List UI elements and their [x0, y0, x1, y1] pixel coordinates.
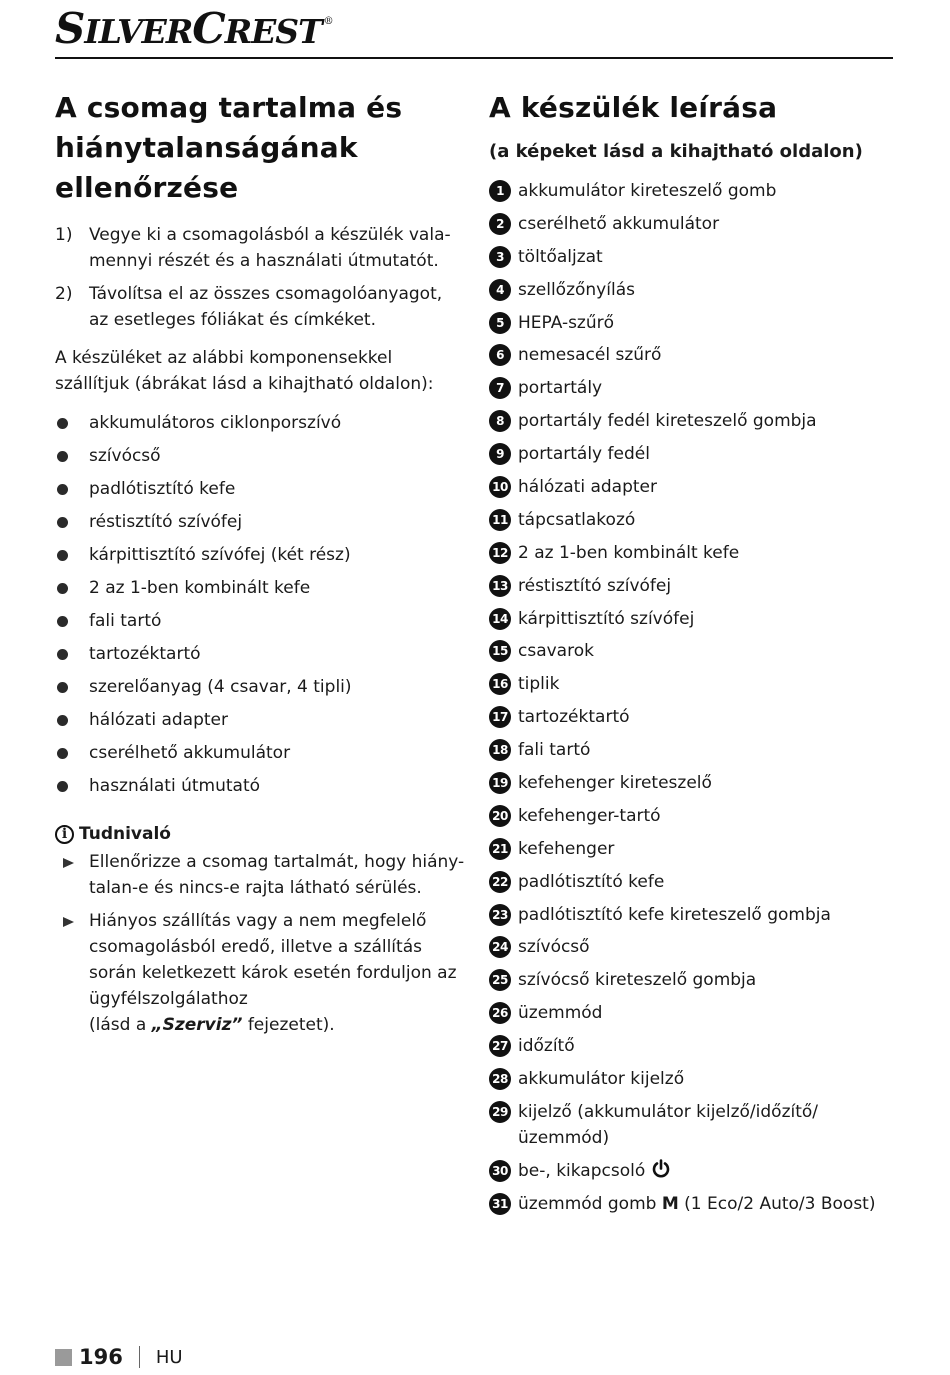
part-item: 11 tápcsatlakozó — [489, 507, 899, 533]
part-item: 16 tiplik — [489, 671, 899, 697]
bullet-icon — [57, 682, 68, 693]
left-column — [55, 88, 465, 1045]
note-heading: i Tudnivaló — [55, 821, 465, 847]
part-number-badge: 23 — [489, 904, 511, 926]
part-item: 2 cserélhető akkumulátor — [489, 211, 899, 237]
power-icon — [651, 1159, 671, 1179]
part-item: 24 szívócső — [489, 934, 899, 960]
part-item: 1 akkumulátor kireteszelő gomb — [489, 178, 899, 204]
components-intro: A készüléket az alábbi komponensekkel szállítjuk (ábrákat lásd a kihajtható oldalon): — [55, 348, 434, 394]
note-item: Ellenőrizze a csomag tartalmát, hogy hiány-talan-e és nincs-e rajta látható sérülés. — [55, 849, 465, 901]
bullet-icon — [57, 715, 68, 726]
note-item: Hiányos szállítás vagy a nem megfelelő csomagolásból eredő, illetve a szállítás során keletkezett károk esetén forduljon az ügyfélszolgálathoz (lásd a „Szerviz” fejezetet). — [55, 908, 465, 1038]
info-icon: i — [55, 825, 74, 844]
device-description-subtitle: (a képeket lásd a kihajtható oldalon) — [489, 141, 863, 162]
component-item: 2 az 1-ben kombinált kefe — [55, 572, 465, 605]
component-item: padlótisztító kefe — [55, 473, 465, 506]
page-number: 196 — [79, 1345, 123, 1369]
bullet-icon — [57, 418, 68, 429]
note-list — [55, 849, 465, 1038]
brand-logo: SILVERCREST ® — [55, 4, 333, 53]
part-number-badge: 12 — [489, 542, 511, 564]
bullet-icon — [57, 517, 68, 528]
part-number-badge: 19 — [489, 772, 511, 794]
bullet-icon — [57, 484, 68, 495]
part-item: 3 töltőaljzat — [489, 244, 899, 270]
bullet-icon — [57, 781, 68, 792]
part-number-badge: 13 — [489, 575, 511, 597]
arrow-icon — [63, 858, 74, 868]
part-item: 30 be-, kikapcsoló — [489, 1158, 899, 1184]
bullet-icon — [57, 583, 68, 594]
part-item: 28 akkumulátor kijelző — [489, 1066, 899, 1092]
part-number-badge: 29 — [489, 1101, 511, 1123]
part-item: 14 kárpittisztító szívófej — [489, 606, 899, 632]
bullet-icon — [57, 451, 68, 462]
part-item: 13 réstisztító szívófej — [489, 573, 899, 599]
part-item: 26 üzemmód — [489, 1000, 899, 1026]
bullet-icon — [57, 616, 68, 627]
component-item: tartozéktartó — [55, 638, 465, 671]
part-item: 25 szívócső kireteszelő gombja — [489, 967, 899, 993]
part-number-badge: 10 — [489, 476, 511, 498]
part-number-badge: 24 — [489, 936, 511, 958]
part-item: 21 kefehenger — [489, 836, 899, 862]
component-item: akkumulátoros ciklonporszívó — [55, 407, 465, 440]
footer-divider — [139, 1346, 140, 1368]
part-item: 12 2 az 1-ben kombinált kefe — [489, 540, 899, 566]
part-number-badge: 25 — [489, 969, 511, 991]
part-number-badge: 26 — [489, 1002, 511, 1024]
part-number-badge: 9 — [489, 443, 511, 465]
part-number-badge: 7 — [489, 377, 511, 399]
page-footer — [55, 1343, 183, 1371]
part-item: 31 üzemmód gomb M (1 Eco/2 Auto/3 Boost) — [489, 1191, 899, 1217]
part-number-badge: 16 — [489, 673, 511, 695]
bullet-icon — [57, 748, 68, 759]
bullet-icon — [57, 649, 68, 660]
part-number-badge: 11 — [489, 509, 511, 531]
header-rule — [55, 57, 893, 59]
part-number-badge: 2 — [489, 213, 511, 235]
part-item: 4 szellőzőnyílás — [489, 277, 899, 303]
part-item: 7 portartály — [489, 375, 899, 401]
part-number-badge: 8 — [489, 410, 511, 432]
part-number-badge: 30 — [489, 1160, 511, 1182]
part-number-badge: 14 — [489, 608, 511, 630]
part-number-badge: 28 — [489, 1068, 511, 1090]
bullet-icon — [57, 550, 68, 561]
part-number-badge: 3 — [489, 246, 511, 268]
part-number-badge: 6 — [489, 344, 511, 366]
part-item: 29 kijelző (akkumulátor kijelző/időzítő/ üzemmód) — [489, 1099, 899, 1151]
step-item: 1) Vegye ki a csomagolásból a készülék vala-mennyi részét és a használati útmutatót. — [55, 225, 451, 271]
unpack-steps — [55, 222, 465, 333]
part-number-badge: 15 — [489, 640, 511, 662]
part-number-badge: 27 — [489, 1035, 511, 1057]
part-item: 9 portartály fedél — [489, 441, 899, 467]
part-item: 20 kefehenger-tartó — [489, 803, 899, 829]
part-number-badge: 31 — [489, 1193, 511, 1215]
part-number-badge: 1 — [489, 180, 511, 202]
parts-list — [489, 178, 899, 1217]
part-item: 18 fali tartó — [489, 737, 899, 763]
part-number-badge: 22 — [489, 871, 511, 893]
part-number-badge: 17 — [489, 706, 511, 728]
component-item: szerelőanyag (4 csavar, 4 tipli) — [55, 671, 465, 704]
component-item: cserélhető akkumulátor — [55, 737, 465, 770]
language-code: HU — [155, 1346, 183, 1368]
part-item: 15 csavarok — [489, 638, 899, 664]
part-item: 17 tartozéktartó — [489, 704, 899, 730]
part-item: 23 padlótisztító kefe kireteszelő gombja — [489, 902, 899, 928]
package-contents-title: A csomag tartalma és hiánytalanságának ellenőrzése — [55, 91, 403, 204]
part-number-badge: 21 — [489, 838, 511, 860]
arrow-icon — [63, 917, 74, 927]
part-item: 5 HEPA-szűrő — [489, 310, 899, 336]
components-list — [55, 407, 465, 803]
footer-square-icon — [55, 1349, 72, 1366]
part-number-badge: 20 — [489, 805, 511, 827]
step-item: 2) Távolítsa el az összes csomagolóanyagot, az esetleges fóliákat és címkéket. — [55, 284, 443, 330]
component-item: fali tartó — [55, 605, 465, 638]
part-number-badge: 18 — [489, 739, 511, 761]
component-item: szívócső — [55, 440, 465, 473]
component-item: hálózati adapter — [55, 704, 465, 737]
part-item: 6 nemesacél szűrő — [489, 342, 899, 368]
part-item: 19 kefehenger kireteszelő — [489, 770, 899, 796]
component-item: használati útmutató — [55, 770, 465, 803]
device-description-title: A készülék leírása — [489, 91, 778, 124]
part-item: 8 portartály fedél kireteszelő gombja — [489, 408, 899, 434]
part-item: 22 padlótisztító kefe — [489, 869, 899, 895]
part-number-badge: 5 — [489, 312, 511, 334]
part-number-badge: 4 — [489, 279, 511, 301]
component-item: kárpittisztító szívófej (két rész) — [55, 539, 465, 572]
component-item: réstisztító szívófej — [55, 506, 465, 539]
right-column — [489, 88, 899, 1224]
part-item: 27 időzítő — [489, 1033, 899, 1059]
part-item: 10 hálózati adapter — [489, 474, 899, 500]
